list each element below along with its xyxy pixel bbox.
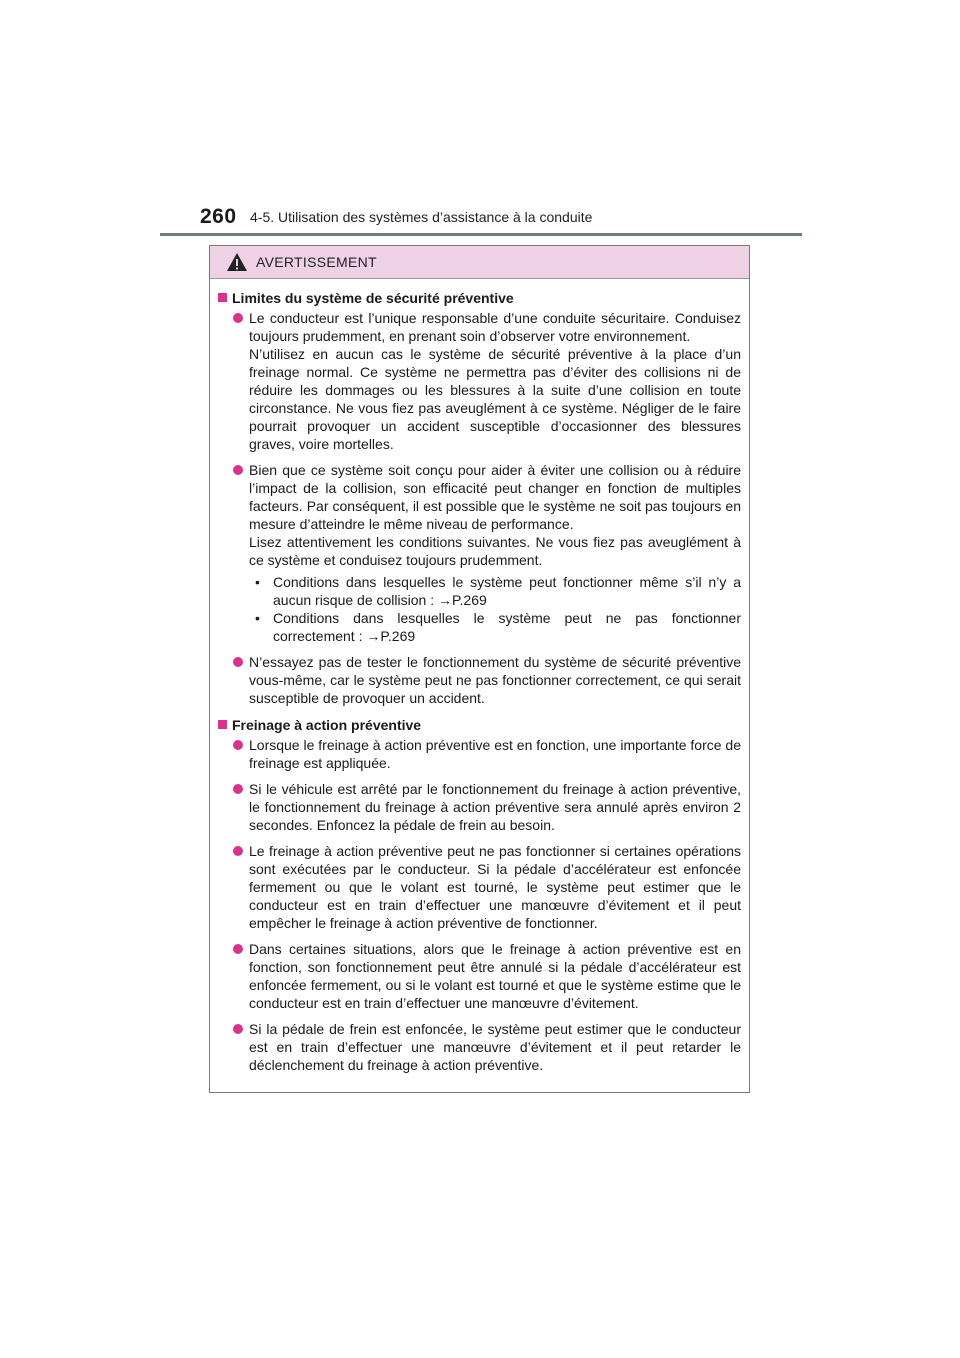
warning-header [210, 246, 749, 279]
sub-list-item-text: Conditions dans lesquelles le système peut fonctionner même s’il n’y a aucun risque de collision : →P.269 [273, 574, 741, 608]
dot-marker-icon: • [255, 574, 260, 590]
paragraph: Lorsque le freinage à action préventive est en fonction, une importante force de freinage est appliquée. [249, 737, 741, 771]
warning-box [209, 245, 750, 1093]
square-bullet-icon [218, 293, 227, 302]
list-item [233, 940, 741, 1012]
round-bullet-icon [233, 313, 243, 323]
paragraph: Si la pédale de frein est enfoncée, le système peut estimer que le conducteur est en train d’effectuer une manœuvre d’évitement et il peut retarder le déclenchement du freinage à action préventive. [249, 1021, 741, 1073]
list-item [233, 309, 741, 453]
round-bullet-icon [233, 740, 243, 750]
sub-list [249, 573, 741, 645]
paragraph: Lisez attentivement les conditions suivantes. Ne vous fiez pas aveuglément à ce système et conduisez toujours prudemment. [249, 534, 741, 568]
sub-list-item [249, 609, 741, 645]
list-item-text [249, 842, 741, 932]
round-bullet-icon [233, 465, 243, 475]
list-item-text [249, 1020, 741, 1074]
paragraph: N’utilisez en aucun cas le système de sécurité préventive à la place d’un freinage normal. Ce système ne permettra pas d’éviter des collisions ni de réduire les dommages ou les blessures à la suite d’une collision en toute circonstance. Ne vous fiez pas aveuglément à ce système. Négliger de le faire pourrait provoquer un accident susceptible d’occasionner des blessures graves, voire mortelles. [249, 346, 741, 452]
list-item [233, 653, 741, 707]
list-item-text [249, 780, 741, 834]
round-bullet-icon [233, 846, 243, 856]
round-bullet-icon [233, 657, 243, 667]
section-heading-text: Freinage à action préventive [232, 717, 422, 733]
list-item-text [249, 736, 741, 772]
bullet-list [218, 736, 741, 1074]
list-item-text [249, 309, 741, 453]
paragraph: Le conducteur est l’unique responsable d’une conduite sécuritaire. Conduisez toujours prudemment, en prenant soin d’observer votre environnement. [249, 310, 741, 344]
paragraph: N’essayez pas de tester le fonctionnement du système de sécurité préventive vous-même, car le système peut ne pas fonctionner correctement, ce qui serait susceptible de provoquer un accident. [249, 654, 741, 706]
list-item [233, 461, 741, 645]
bullet-list [218, 309, 741, 707]
paragraph: Bien que ce système soit conçu pour aider à éviter une collision ou à réduire l’impact de la collision, son efficacité peut changer en fonction de multiples facteurs. Par conséquent, il est possible que le système ne soit pas toujours en mesure d’atteindre le même niveau de performance. [249, 462, 741, 532]
paragraph: Le freinage à action préventive peut ne pas fonctionner si certaines opérations sont exécutées par le conducteur. Si la pédale d’accélérateur est enfoncée fermement ou que le volant est tourné, le système peut estimer que le conducteur est en train d’effectuer une manœuvre d’évitement et il peut empêcher le freinage à action préventive de fonctionner. [249, 843, 741, 931]
warning-body [210, 279, 749, 1074]
square-bullet-icon [218, 720, 227, 729]
section-heading-text: Limites du système de sécurité préventive [232, 290, 514, 306]
header-divider [160, 233, 802, 236]
list-item-text [249, 940, 741, 1012]
page-number: 260 [200, 205, 237, 228]
paragraph: Dans certaines situations, alors que le freinage à action préventive est en fonction, son fonctionnement peut être annulé si la pédale d’accélérateur est enfoncée fermement, ou si le volant est tourné et que le système estime que le conducteur est en train d’effectuer une manœuvre d’évitement. [249, 941, 741, 1011]
section-title: 4-5. Utilisation des systèmes d’assistance à la conduite [250, 209, 593, 225]
warning-triangle-icon [226, 252, 248, 272]
list-item [233, 780, 741, 834]
sub-list-item [249, 573, 741, 609]
paragraph: Si le véhicule est arrêté par le fonctionnement du freinage à action préventive, le fonctionnement du freinage à action préventive sera annulé après environ 2 secondes. Enfoncez la pédale de frein au besoin. [249, 781, 741, 833]
section-heading [218, 716, 741, 734]
section-heading [218, 289, 741, 307]
list-item [233, 736, 741, 772]
round-bullet-icon [233, 784, 243, 794]
dot-marker-icon: • [255, 610, 260, 626]
list-item [233, 842, 741, 932]
list-item-text [249, 653, 741, 707]
round-bullet-icon [233, 1024, 243, 1034]
round-bullet-icon [233, 944, 243, 954]
list-item [233, 1020, 741, 1074]
sub-list-item-text: Conditions dans lesquelles le système peut ne pas fonctionner correctement : →P.269 [273, 610, 741, 644]
list-item-text [249, 461, 741, 645]
warning-title: AVERTISSEMENT [256, 254, 377, 270]
